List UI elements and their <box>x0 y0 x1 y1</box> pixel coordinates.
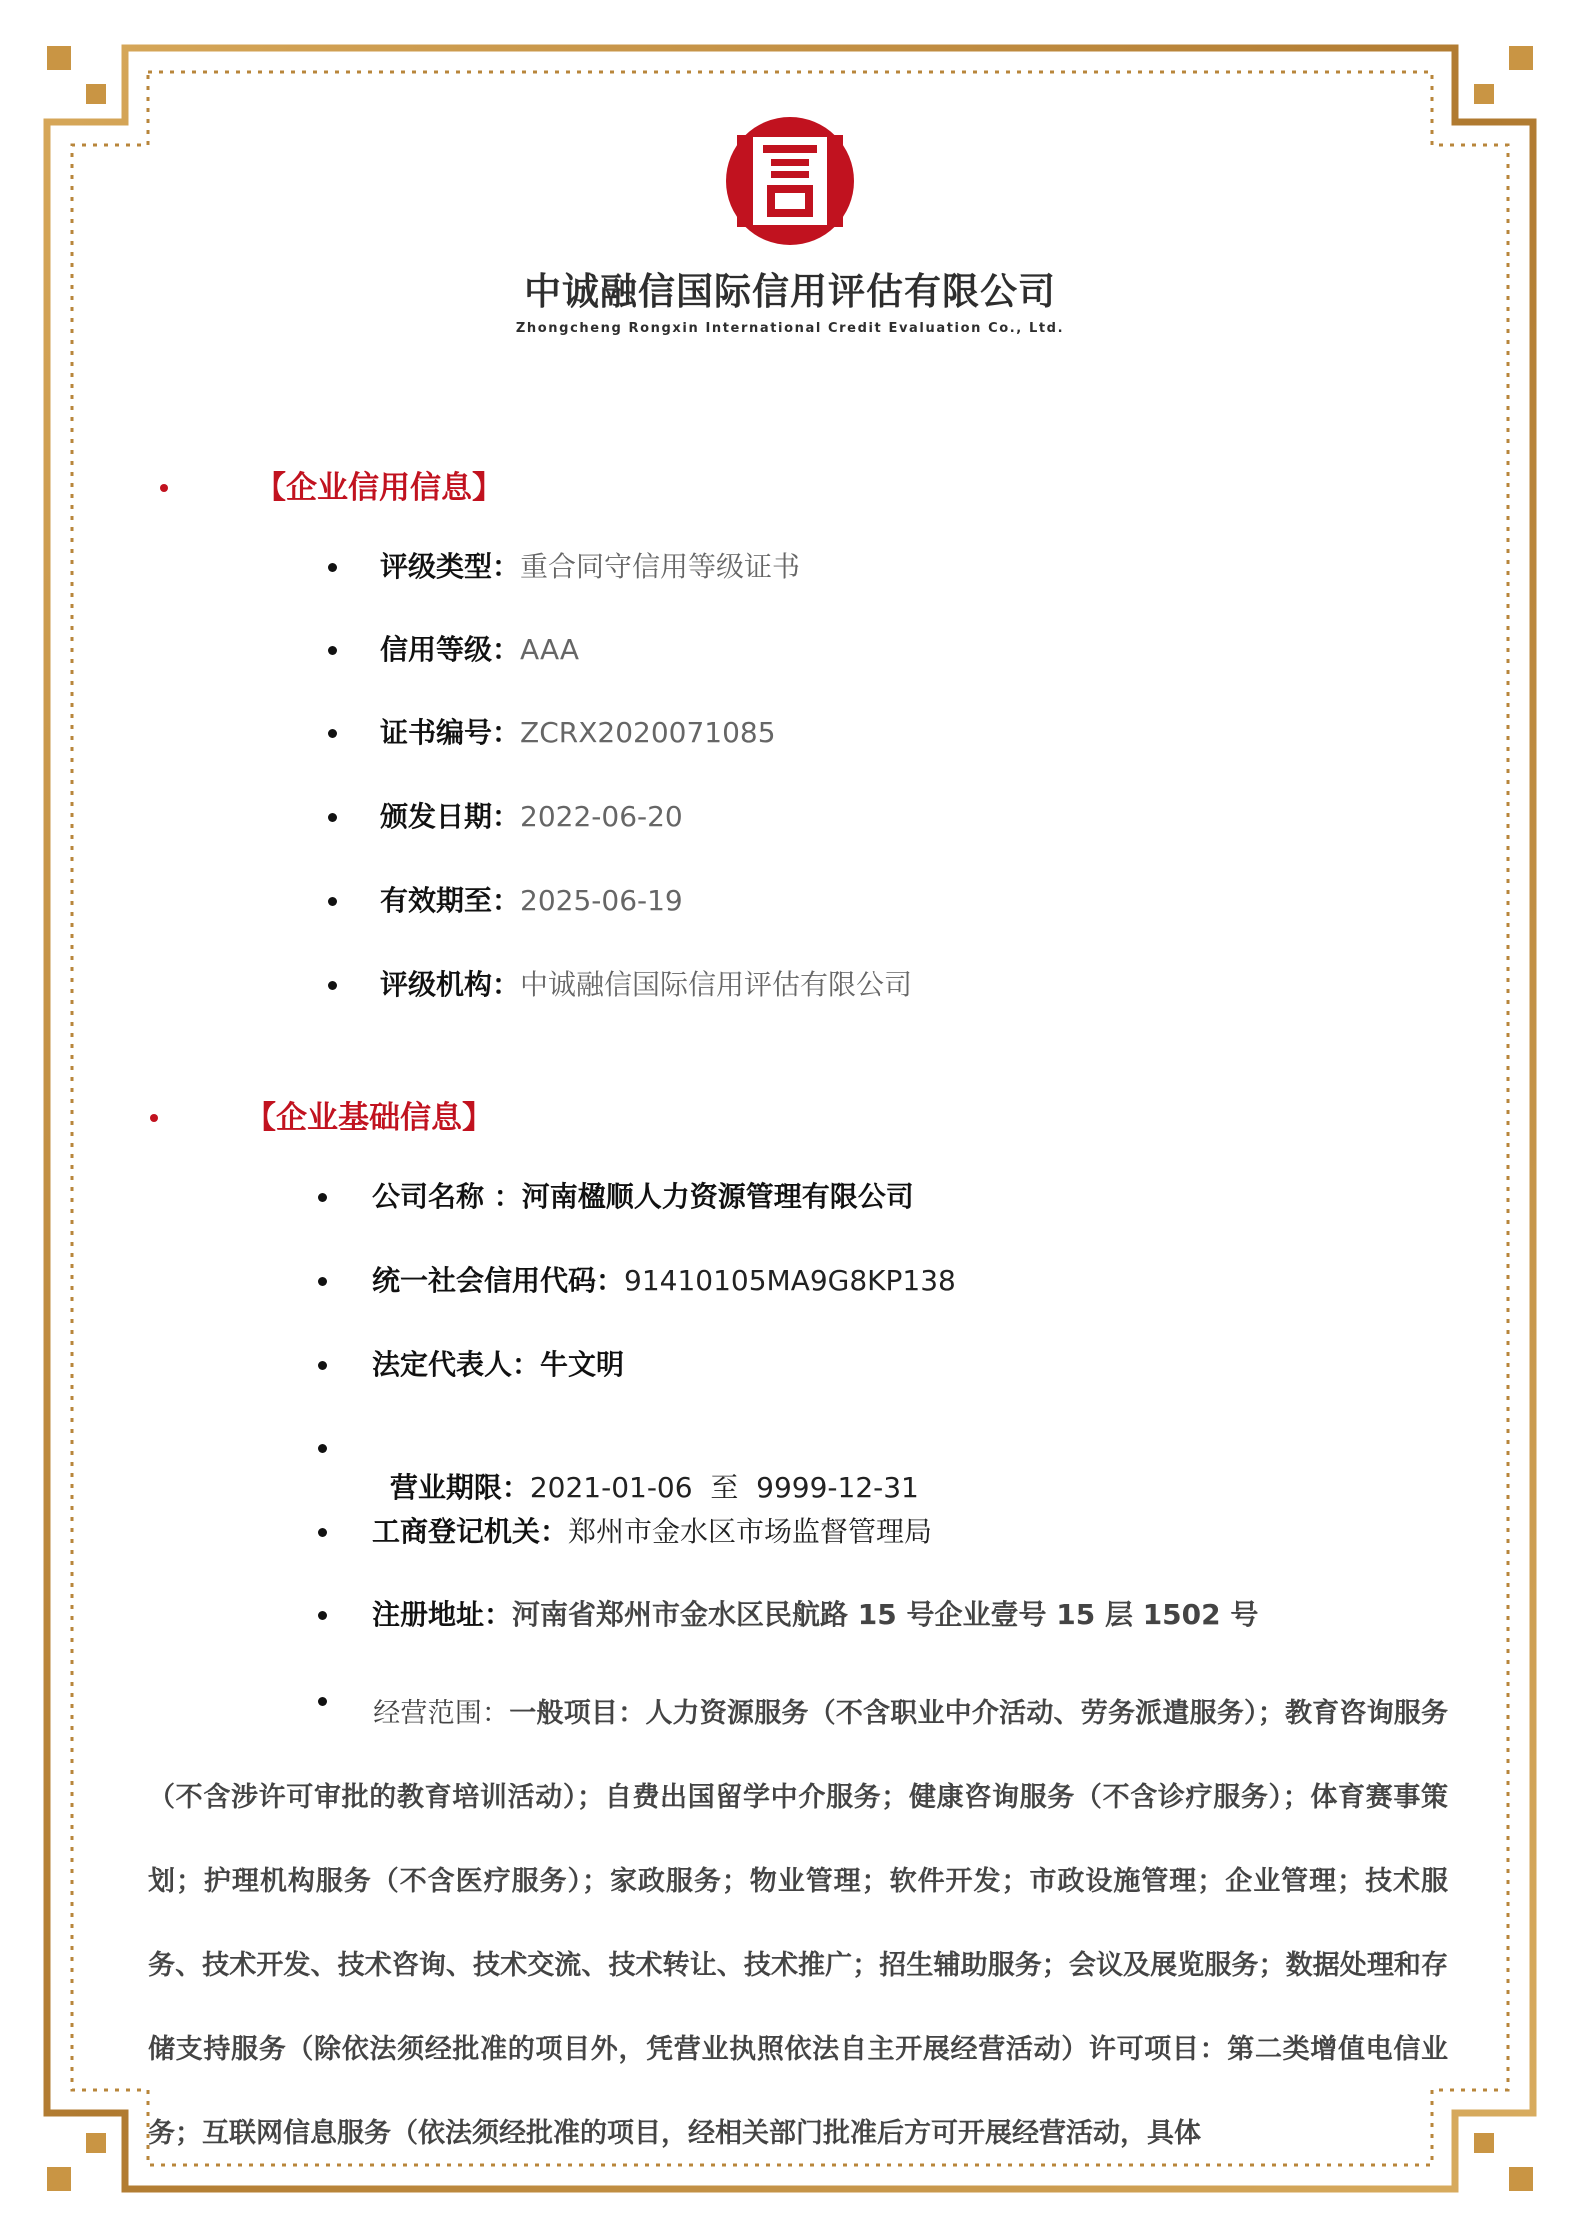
item-value: 2025-06-19 <box>520 884 683 917</box>
basic-item-address <box>372 1595 1258 1635</box>
bullet-dot <box>328 646 337 655</box>
item-label: 评级机构： <box>380 968 521 1001</box>
bullet-dot <box>328 897 337 906</box>
bullet-dot <box>318 1361 327 1370</box>
basic-item-legal-rep <box>372 1345 624 1385</box>
item-value: 郑州市金水区市场监督管理局 <box>568 1515 933 1548</box>
item-value: 91410105MA9G8KP138 <box>624 1264 956 1297</box>
basic-item-registry-authority <box>372 1512 932 1552</box>
company-header <box>0 115 1580 336</box>
section-bullet <box>150 1114 158 1122</box>
basic-section-title: 【企业基础信息】 <box>245 1100 493 1136</box>
item-label: 颁发日期： <box>380 800 521 833</box>
item-value: 河南省郑州市金水区民航路 15 号企业壹号 15 层 1502 号 <box>512 1598 1259 1631</box>
credit-item-agency <box>380 965 912 1005</box>
item-value: 2022-06-20 <box>520 800 683 833</box>
item-value: 牛文明 <box>540 1348 625 1381</box>
item-value: 2021-01-06 至 9999-12-31 <box>529 1471 919 1504</box>
item-label: 有效期至： <box>380 884 521 917</box>
item-value: ZCRX2020071085 <box>520 716 776 749</box>
item-label: 法定代表人： <box>372 1348 541 1381</box>
credit-item-rating-type <box>380 547 800 587</box>
bullet-dot <box>318 1528 327 1537</box>
item-value: 中诚融信国际信用评估有限公司 <box>520 968 913 1001</box>
company-name-cn: 中诚融信国际信用评估有限公司 <box>524 270 1056 313</box>
bullet-dot <box>318 1277 327 1286</box>
business-scope-text: 一般项目：人力资源服务（不含职业中介活动、劳务派遣服务）；教育咨询服务（不含涉许可审批的教育培训活动）；自费出国留学中介服务；健康咨询服务（不含诊疗服务）；体育赛事策划；护理机构服务（不含医疗服务）；家政服务；物业管理；软件开发；市政设施管理；企业管理；技术服务、技术开发、技术咨询、技术交流、技术转让、技术推广；招生辅助服务；会议及展览服务；数据处理和存储支持服务（除依法须经批准的项目外，凭营业执照依法自主开展经营活动）许可项目：第二类增值电信业务；互联网信息服务（依法须经批准的项目，经相关部门批准后方可开展经营活动，具体 <box>148 1698 1449 2149</box>
bullet-dot <box>328 813 337 822</box>
item-label: 统一社会信用代码： <box>372 1264 625 1297</box>
credit-item-certificate-no <box>380 713 776 753</box>
item-value: 重合同守信用等级证书 <box>520 550 801 583</box>
credit-item-valid-until <box>380 881 683 921</box>
item-value: AAA <box>520 633 580 666</box>
item-value: 河南楹顺人力资源管理有限公司 <box>521 1180 914 1213</box>
credit-item-issue-date <box>380 797 683 837</box>
xin-seal-icon <box>715 115 865 247</box>
bullet-dot <box>328 981 337 990</box>
item-label: 信用等级： <box>380 633 521 666</box>
company-name-en: Zhongcheng Rongxin International Credit Evaluation Co., Ltd. <box>515 321 1065 336</box>
bullet-dot <box>328 563 337 572</box>
basic-item-company-name <box>372 1177 914 1217</box>
credit-section-title: 【企业信用信息】 <box>255 470 503 506</box>
basic-item-business-term <box>372 1428 919 1508</box>
item-label: 注册地址： <box>372 1598 513 1631</box>
credit-item-rating-level <box>380 630 579 670</box>
item-label: 营业期限： <box>389 1471 530 1504</box>
bullet-dot <box>318 1611 327 1620</box>
bullet-dot <box>318 1444 327 1453</box>
item-label: 公司名称 ： <box>372 1180 522 1213</box>
item-label: 工商登记机关： <box>372 1515 569 1548</box>
business-scope <box>148 1672 1448 2176</box>
bullet-dot <box>328 729 337 738</box>
business-scope-label: 经营范围： <box>373 1698 510 1729</box>
item-label: 评级类型： <box>380 550 521 583</box>
item-label: 证书编号： <box>380 716 521 749</box>
section-bullet <box>160 484 168 492</box>
basic-item-credit-code <box>372 1261 956 1301</box>
bullet-dot <box>318 1193 327 1202</box>
